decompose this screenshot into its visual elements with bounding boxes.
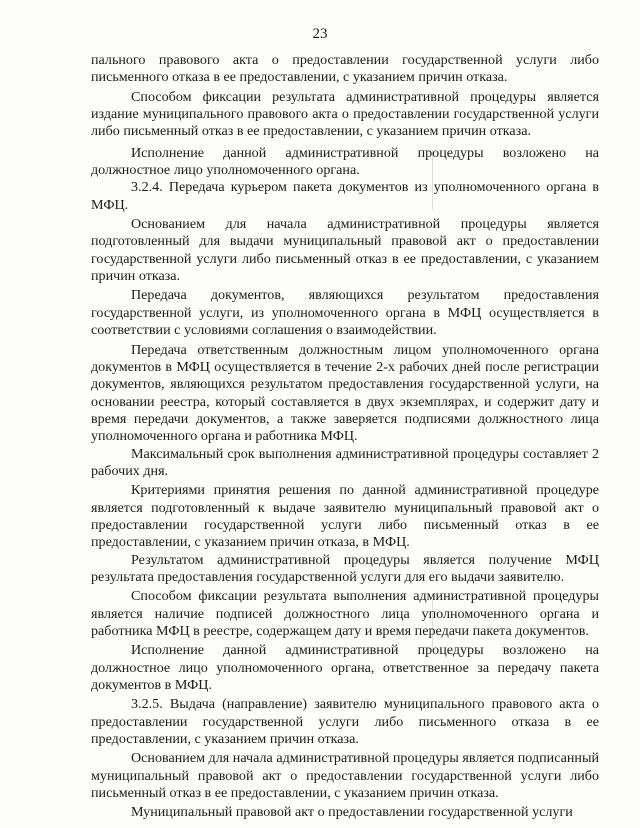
paragraph: Передача ответственным должностным лицом уполномоченного органа документов в МФЦ осуществляется в течение 2-х рабочих дней после регистрации документов, являющихся результатом предоставления государственной услуги, на основании реестра, который составляется в двух экземплярах, и содержит дату и время передачи документов, а также заверяется подписями должностного лица уполномоченного органа и работника МФЦ. bbox=[91, 341, 599, 445]
paragraph: Способом фиксации результата выполнения административной процедуры является наличие подписей должностного лица уполномоченного органа и работника МФЦ в реестре, содержащем дату и время передачи пакета документов. bbox=[91, 588, 599, 639]
paragraph: Исполнение данной административной процедуры возложено на должностное лицо уполномоченного органа. bbox=[91, 144, 599, 179]
page-number: 23 bbox=[312, 26, 328, 42]
section-heading: 3.2.4. Передача курьером пакета документов из уполномоченного органа в МФЦ. bbox=[91, 179, 599, 213]
paragraph: Основанием для начала административной процедуры является подписанный муниципальный правовой акт о предоставлении государственной услуги либо письменный отказ в ее предоставлении, с указанием причин отказа. bbox=[91, 750, 599, 802]
paragraph: Критериями принятия решения по данной административной процедуре является подготовленный к выдаче заявителю муниципальный правовой акт о предоставлении государственной услуги либо письменный отказ в ее предоставлении, с указанием причин отказа, в МФЦ. bbox=[91, 482, 599, 551]
paragraph: Передача документов, являющихся результатом предоставления государственной услуги, из уполномоченного органа в МФЦ осуществляется в соответствии с условиями соглашения о взаимодействии. bbox=[91, 287, 599, 339]
section-heading: 3.2.5. Выдача (направление) заявителю муниципального правового акта о предоставлении государственной услуги либо письменного отказа в ее предоставлении, с указанием причин отказа. bbox=[91, 696, 599, 748]
document-body bbox=[91, 52, 599, 822]
paragraph: Способом фиксации результата административной процедуры является издание муниципального правового акта о предоставлении государственной услуги либо письменный отказ в ее предоставлении, с указанием причин отказа. bbox=[91, 88, 599, 140]
paragraph: Максимальный срок выполнения административной процедуры составляет 2 рабочих дня. bbox=[91, 445, 599, 479]
paragraph: Муниципальный правовой акт о предоставлении государственной услуги bbox=[131, 804, 573, 821]
paragraph: Основанием для начала административной процедуры является подготовленный для выдачи муниципальный правовой акт о предоставлении государственной услуги либо письменный отказ в ее предоставлении, с указанием причин отказа. bbox=[91, 216, 599, 285]
paragraph: Результатом административной процедуры является получение МФЦ результата предоставления государственной услуги для его выдачи заявителю. bbox=[91, 551, 599, 585]
paragraph: пального правового акта о предоставлении государственной услуги либо письменного отказа в ее предоставлении, с указанием причин отказа. bbox=[91, 52, 599, 86]
paragraph: Исполнение данной административной процедуры возложено на должностное лицо уполномоченного органа, ответственное за передачу пакета документов в МФЦ. bbox=[91, 642, 599, 694]
